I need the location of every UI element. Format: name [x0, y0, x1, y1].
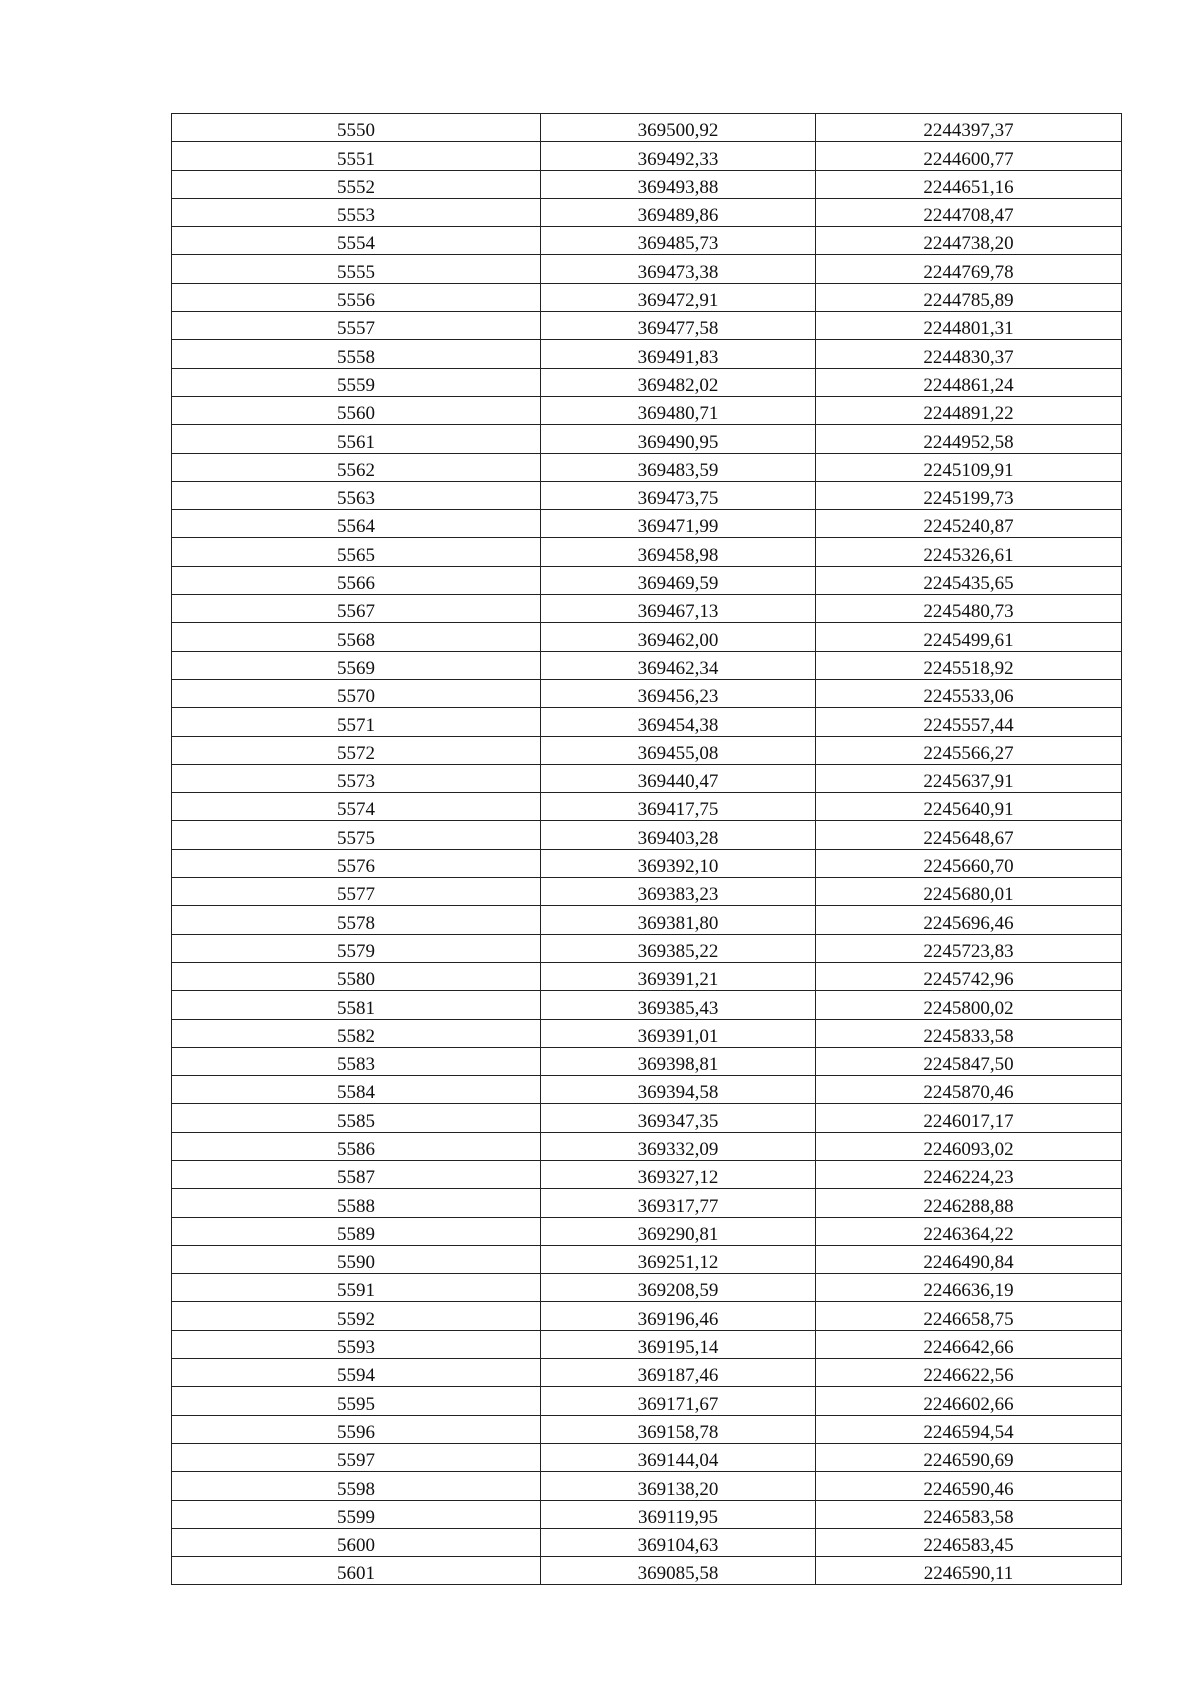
x-coordinate-cell: 369491,83 — [541, 340, 816, 368]
y-coordinate-cell: 2244651,16 — [816, 170, 1122, 198]
table-row — [172, 396, 1122, 424]
x-coordinate-cell: 369489,86 — [541, 198, 816, 226]
table-row — [172, 1245, 1122, 1273]
point-number-cell: 5552 — [172, 170, 541, 198]
point-number-cell: 5598 — [172, 1472, 541, 1500]
point-number-cell: 5574 — [172, 793, 541, 821]
y-coordinate-cell: 2244708,47 — [816, 198, 1122, 226]
y-coordinate-cell: 2244861,24 — [816, 368, 1122, 396]
point-number-cell: 5597 — [172, 1443, 541, 1471]
table-body — [172, 114, 1122, 1585]
y-coordinate-cell: 2245240,87 — [816, 510, 1122, 538]
point-number-cell: 5601 — [172, 1557, 541, 1585]
x-coordinate-cell: 369477,58 — [541, 312, 816, 340]
x-coordinate-cell: 369144,04 — [541, 1443, 816, 1471]
coordinate-table — [171, 113, 1122, 1585]
y-coordinate-cell: 2246590,11 — [816, 1557, 1122, 1585]
y-coordinate-cell: 2245557,44 — [816, 708, 1122, 736]
point-number-cell: 5588 — [172, 1189, 541, 1217]
point-number-cell: 5557 — [172, 312, 541, 340]
y-coordinate-cell: 2245637,91 — [816, 764, 1122, 792]
point-number-cell: 5560 — [172, 396, 541, 424]
table-row — [172, 651, 1122, 679]
table-row — [172, 1274, 1122, 1302]
point-number-cell: 5573 — [172, 764, 541, 792]
table-row — [172, 1132, 1122, 1160]
x-coordinate-cell: 369403,28 — [541, 821, 816, 849]
y-coordinate-cell: 2245566,27 — [816, 736, 1122, 764]
point-number-cell: 5575 — [172, 821, 541, 849]
point-number-cell: 5591 — [172, 1274, 541, 1302]
x-coordinate-cell: 369454,38 — [541, 708, 816, 736]
point-number-cell: 5594 — [172, 1359, 541, 1387]
x-coordinate-cell: 369473,75 — [541, 481, 816, 509]
table-row — [172, 1330, 1122, 1358]
y-coordinate-cell: 2245833,58 — [816, 1019, 1122, 1047]
point-number-cell: 5564 — [172, 510, 541, 538]
table-row — [172, 878, 1122, 906]
x-coordinate-cell: 369119,95 — [541, 1500, 816, 1528]
table-row — [172, 991, 1122, 1019]
x-coordinate-cell: 369383,23 — [541, 878, 816, 906]
point-number-cell: 5569 — [172, 651, 541, 679]
x-coordinate-cell: 369392,10 — [541, 849, 816, 877]
y-coordinate-cell: 2244891,22 — [816, 396, 1122, 424]
y-coordinate-cell: 2245870,46 — [816, 1076, 1122, 1104]
y-coordinate-cell: 2245533,06 — [816, 679, 1122, 707]
table-row — [172, 198, 1122, 226]
x-coordinate-cell: 369332,09 — [541, 1132, 816, 1160]
table-row — [172, 425, 1122, 453]
point-number-cell: 5559 — [172, 368, 541, 396]
x-coordinate-cell: 369462,34 — [541, 651, 816, 679]
x-coordinate-cell: 369138,20 — [541, 1472, 816, 1500]
x-coordinate-cell: 369290,81 — [541, 1217, 816, 1245]
y-coordinate-cell: 2244830,37 — [816, 340, 1122, 368]
y-coordinate-cell: 2245742,96 — [816, 962, 1122, 990]
x-coordinate-cell: 369391,01 — [541, 1019, 816, 1047]
y-coordinate-cell: 2245499,61 — [816, 623, 1122, 651]
x-coordinate-cell: 369500,92 — [541, 114, 816, 142]
y-coordinate-cell: 2244738,20 — [816, 227, 1122, 255]
point-number-cell: 5570 — [172, 679, 541, 707]
x-coordinate-cell: 369490,95 — [541, 425, 816, 453]
table-row — [172, 906, 1122, 934]
point-number-cell: 5585 — [172, 1104, 541, 1132]
x-coordinate-cell: 369462,00 — [541, 623, 816, 651]
point-number-cell: 5595 — [172, 1387, 541, 1415]
point-number-cell: 5587 — [172, 1160, 541, 1188]
x-coordinate-cell: 369394,58 — [541, 1076, 816, 1104]
y-coordinate-cell: 2246658,75 — [816, 1302, 1122, 1330]
y-coordinate-cell: 2245660,70 — [816, 849, 1122, 877]
point-number-cell: 5581 — [172, 991, 541, 1019]
point-number-cell: 5554 — [172, 227, 541, 255]
point-number-cell: 5566 — [172, 566, 541, 594]
x-coordinate-cell: 369391,21 — [541, 962, 816, 990]
y-coordinate-cell: 2246583,58 — [816, 1500, 1122, 1528]
table-row — [172, 114, 1122, 142]
point-number-cell: 5562 — [172, 453, 541, 481]
point-number-cell: 5568 — [172, 623, 541, 651]
y-coordinate-cell: 2246602,66 — [816, 1387, 1122, 1415]
y-coordinate-cell: 2245326,61 — [816, 538, 1122, 566]
x-coordinate-cell: 369104,63 — [541, 1528, 816, 1556]
table-row — [172, 566, 1122, 594]
x-coordinate-cell: 369467,13 — [541, 595, 816, 623]
table-row — [172, 764, 1122, 792]
point-number-cell: 5590 — [172, 1245, 541, 1273]
table-row — [172, 1443, 1122, 1471]
point-number-cell: 5553 — [172, 198, 541, 226]
x-coordinate-cell: 369485,73 — [541, 227, 816, 255]
table-row — [172, 283, 1122, 311]
table-row — [172, 1472, 1122, 1500]
y-coordinate-cell: 2245435,65 — [816, 566, 1122, 594]
x-coordinate-cell: 369187,46 — [541, 1359, 816, 1387]
y-coordinate-cell: 2246364,22 — [816, 1217, 1122, 1245]
x-coordinate-cell: 369398,81 — [541, 1047, 816, 1075]
y-coordinate-cell: 2245109,91 — [816, 453, 1122, 481]
table-row — [172, 793, 1122, 821]
table-row — [172, 1189, 1122, 1217]
x-coordinate-cell: 369171,67 — [541, 1387, 816, 1415]
y-coordinate-cell: 2244769,78 — [816, 255, 1122, 283]
y-coordinate-cell: 2245480,73 — [816, 595, 1122, 623]
point-number-cell: 5593 — [172, 1330, 541, 1358]
table-row — [172, 538, 1122, 566]
x-coordinate-cell: 369492,33 — [541, 142, 816, 170]
table-row — [172, 1500, 1122, 1528]
x-coordinate-cell: 369327,12 — [541, 1160, 816, 1188]
x-coordinate-cell: 369385,22 — [541, 934, 816, 962]
x-coordinate-cell: 369480,71 — [541, 396, 816, 424]
y-coordinate-cell: 2245680,01 — [816, 878, 1122, 906]
x-coordinate-cell: 369469,59 — [541, 566, 816, 594]
x-coordinate-cell: 369417,75 — [541, 793, 816, 821]
point-number-cell: 5579 — [172, 934, 541, 962]
table-row — [172, 510, 1122, 538]
table-row — [172, 849, 1122, 877]
y-coordinate-cell: 2246622,56 — [816, 1359, 1122, 1387]
x-coordinate-cell: 369482,02 — [541, 368, 816, 396]
table-row — [172, 821, 1122, 849]
point-number-cell: 5599 — [172, 1500, 541, 1528]
y-coordinate-cell: 2246636,19 — [816, 1274, 1122, 1302]
point-number-cell: 5596 — [172, 1415, 541, 1443]
point-number-cell: 5565 — [172, 538, 541, 566]
table-row — [172, 1217, 1122, 1245]
x-coordinate-cell: 369455,08 — [541, 736, 816, 764]
table-row — [172, 679, 1122, 707]
x-coordinate-cell: 369493,88 — [541, 170, 816, 198]
point-number-cell: 5589 — [172, 1217, 541, 1245]
table-row — [172, 312, 1122, 340]
point-number-cell: 5563 — [172, 481, 541, 509]
x-coordinate-cell: 369085,58 — [541, 1557, 816, 1585]
x-coordinate-cell: 369251,12 — [541, 1245, 816, 1273]
point-number-cell: 5555 — [172, 255, 541, 283]
table-row — [172, 736, 1122, 764]
y-coordinate-cell: 2244801,31 — [816, 312, 1122, 340]
x-coordinate-cell: 369317,77 — [541, 1189, 816, 1217]
y-coordinate-cell: 2246288,88 — [816, 1189, 1122, 1217]
table-row — [172, 142, 1122, 170]
point-number-cell: 5561 — [172, 425, 541, 453]
x-coordinate-cell: 369208,59 — [541, 1274, 816, 1302]
point-number-cell: 5558 — [172, 340, 541, 368]
x-coordinate-cell: 369381,80 — [541, 906, 816, 934]
x-coordinate-cell: 369473,38 — [541, 255, 816, 283]
table-row — [172, 708, 1122, 736]
point-number-cell: 5576 — [172, 849, 541, 877]
point-number-cell: 5580 — [172, 962, 541, 990]
table-row — [172, 1104, 1122, 1132]
point-number-cell: 5577 — [172, 878, 541, 906]
x-coordinate-cell: 369471,99 — [541, 510, 816, 538]
point-number-cell: 5578 — [172, 906, 541, 934]
point-number-cell: 5586 — [172, 1132, 541, 1160]
y-coordinate-cell: 2246590,69 — [816, 1443, 1122, 1471]
table-row — [172, 1302, 1122, 1330]
point-number-cell: 5592 — [172, 1302, 541, 1330]
y-coordinate-cell: 2245199,73 — [816, 481, 1122, 509]
y-coordinate-cell: 2245518,92 — [816, 651, 1122, 679]
point-number-cell: 5583 — [172, 1047, 541, 1075]
point-number-cell: 5551 — [172, 142, 541, 170]
table-row — [172, 962, 1122, 990]
y-coordinate-cell: 2245800,02 — [816, 991, 1122, 1019]
table-row — [172, 1387, 1122, 1415]
y-coordinate-cell: 2244600,77 — [816, 142, 1122, 170]
x-coordinate-cell: 369472,91 — [541, 283, 816, 311]
y-coordinate-cell: 2244397,37 — [816, 114, 1122, 142]
y-coordinate-cell: 2246093,02 — [816, 1132, 1122, 1160]
table-row — [172, 368, 1122, 396]
x-coordinate-cell: 369456,23 — [541, 679, 816, 707]
table-row — [172, 255, 1122, 283]
y-coordinate-cell: 2246590,46 — [816, 1472, 1122, 1500]
x-coordinate-cell: 369483,59 — [541, 453, 816, 481]
point-number-cell: 5550 — [172, 114, 541, 142]
table-row — [172, 623, 1122, 651]
table-row — [172, 1557, 1122, 1585]
table-row — [172, 170, 1122, 198]
y-coordinate-cell: 2245640,91 — [816, 793, 1122, 821]
point-number-cell: 5572 — [172, 736, 541, 764]
y-coordinate-cell: 2246594,54 — [816, 1415, 1122, 1443]
y-coordinate-cell: 2245696,46 — [816, 906, 1122, 934]
table-row — [172, 453, 1122, 481]
y-coordinate-cell: 2246490,84 — [816, 1245, 1122, 1273]
y-coordinate-cell: 2245648,67 — [816, 821, 1122, 849]
y-coordinate-cell: 2245847,50 — [816, 1047, 1122, 1075]
y-coordinate-cell: 2246017,17 — [816, 1104, 1122, 1132]
y-coordinate-cell: 2244952,58 — [816, 425, 1122, 453]
y-coordinate-cell: 2244785,89 — [816, 283, 1122, 311]
point-number-cell: 5584 — [172, 1076, 541, 1104]
table-row — [172, 1528, 1122, 1556]
point-number-cell: 5571 — [172, 708, 541, 736]
table-row — [172, 1359, 1122, 1387]
x-coordinate-cell: 369195,14 — [541, 1330, 816, 1358]
point-number-cell: 5556 — [172, 283, 541, 311]
table-row — [172, 595, 1122, 623]
point-number-cell: 5582 — [172, 1019, 541, 1047]
table-row — [172, 1019, 1122, 1047]
table-row — [172, 1415, 1122, 1443]
x-coordinate-cell: 369385,43 — [541, 991, 816, 1019]
y-coordinate-cell: 2246642,66 — [816, 1330, 1122, 1358]
table-row — [172, 934, 1122, 962]
x-coordinate-cell: 369458,98 — [541, 538, 816, 566]
point-number-cell: 5567 — [172, 595, 541, 623]
x-coordinate-cell: 369158,78 — [541, 1415, 816, 1443]
point-number-cell: 5600 — [172, 1528, 541, 1556]
y-coordinate-cell: 2245723,83 — [816, 934, 1122, 962]
table-row — [172, 340, 1122, 368]
table-row — [172, 1076, 1122, 1104]
x-coordinate-cell: 369196,46 — [541, 1302, 816, 1330]
table-row — [172, 481, 1122, 509]
x-coordinate-cell: 369440,47 — [541, 764, 816, 792]
table-row — [172, 1047, 1122, 1075]
y-coordinate-cell: 2246224,23 — [816, 1160, 1122, 1188]
x-coordinate-cell: 369347,35 — [541, 1104, 816, 1132]
y-coordinate-cell: 2246583,45 — [816, 1528, 1122, 1556]
table-row — [172, 227, 1122, 255]
table-row — [172, 1160, 1122, 1188]
